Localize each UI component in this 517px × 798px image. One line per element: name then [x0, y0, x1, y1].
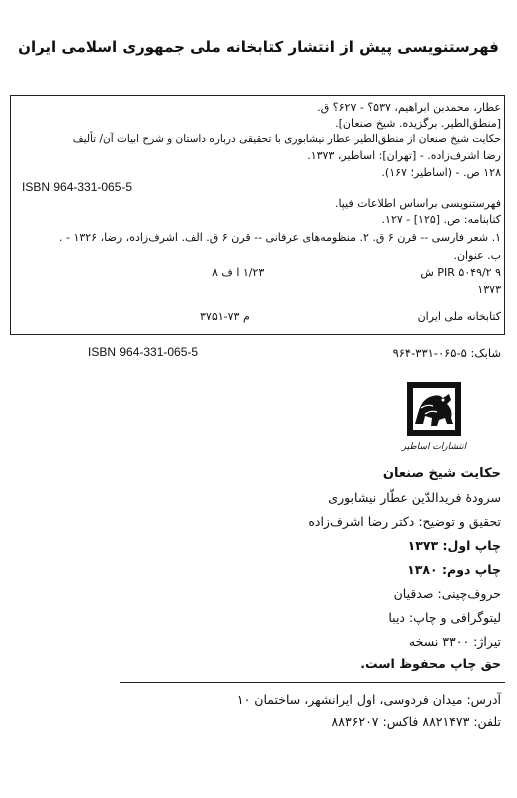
catalog-cutter: ۱/۲۳ ا ف ۸	[212, 266, 265, 279]
lithography: لیتوگرافی و چاپ: دیبا	[388, 610, 501, 625]
catalog-bibliography: کتابنامه: ص. [۱۲۵] - ۱۲۷.	[381, 213, 501, 226]
catalog-uniform-title: [منطق‌الطیر. برگزیده. شیخ صنعان].	[335, 117, 501, 130]
first-print: چاپ اول: ۱۳۷۳	[407, 538, 501, 553]
book-title: حکایت شیخ صنعان	[382, 466, 501, 481]
publisher-logo-icon	[405, 380, 463, 438]
catalog-subjects: ۱. شعر فارسی -- قرن ۶ ق. ۲. منظومه‌های عرفانی -- قرن ۶ ق. الف. اشرف‌زاده، رضا، ۱۳۲۶ - .	[58, 231, 501, 244]
publisher-name-logo: انتشارات اساطیر	[401, 442, 467, 452]
catalog-year: ۱۳۷۳	[477, 283, 501, 296]
publisher-address: آدرس: میدان فردوسی، اول ایرانشهر، ساختمان ۱۰	[236, 692, 501, 707]
second-print: چاپ دوم: ۱۳۸۰	[407, 562, 501, 577]
publisher-phone: تلفن: ۸۸۲۱۴۷۳ فاکس: ۸۸۳۶۲۰۷	[331, 714, 501, 729]
catalog-fipa-note: فهرستنویسی براساس اطلاعات فیپا.	[334, 197, 501, 210]
book-editor: تحقیق و توضیح: دکتر رضا اشرف‌زاده	[308, 514, 501, 529]
book-poet: سرودهٔ فریدالدّین عطّار نیشابوری	[328, 490, 501, 505]
catalog-added-entry: ب. عنوان.	[453, 249, 501, 262]
catalog-isbn: ISBN 964-331-065-5	[22, 180, 133, 194]
circulation: تیراژ: ۳۳۰۰ نسخه	[408, 634, 501, 649]
catalog-pagination: ۱۲۸ ص. - (اساطیر؛ ۱۶۷).	[381, 166, 501, 179]
footer-divider	[120, 682, 505, 683]
catalog-library: کتابخانه ملی ایران	[417, 310, 501, 323]
catalog-publication: رضا اشرف‌زاده. - [تهران]: اساطیر، ۱۳۷۳.	[307, 149, 501, 162]
typesetting: حروف‌چینی: صدقیان	[393, 586, 501, 601]
cip-heading: فهرستنویسی پیش از انتشار کتابخانه ملی جمهوری اسلامی ایران	[18, 38, 499, 56]
catalog-classification: PIR ۵۰۴۹/۲ ۹ ش	[420, 266, 501, 279]
catalog-author: عطار، محمدبن ابراهیم، ۵۳۷؟ - ۶۲۷؟ ق.	[317, 101, 501, 114]
catalog-title-statement: حکایت شیخ صنعان از منطق‌الطیر عطار نیشابوری با تحقیقی درباره داستان و شرح ابیات آن/ تألیف	[72, 133, 501, 145]
shabak-label: شابک: ۵-۰۶۵-۳۳۱-۹۶۴	[392, 346, 501, 360]
catalog-library-number: م ۷۳-۳۷۵۱	[200, 310, 250, 323]
shabak-isbn: ISBN 964-331-065-5	[88, 345, 199, 359]
copyright-notice: حق چاپ محفوظ است.	[360, 656, 501, 671]
